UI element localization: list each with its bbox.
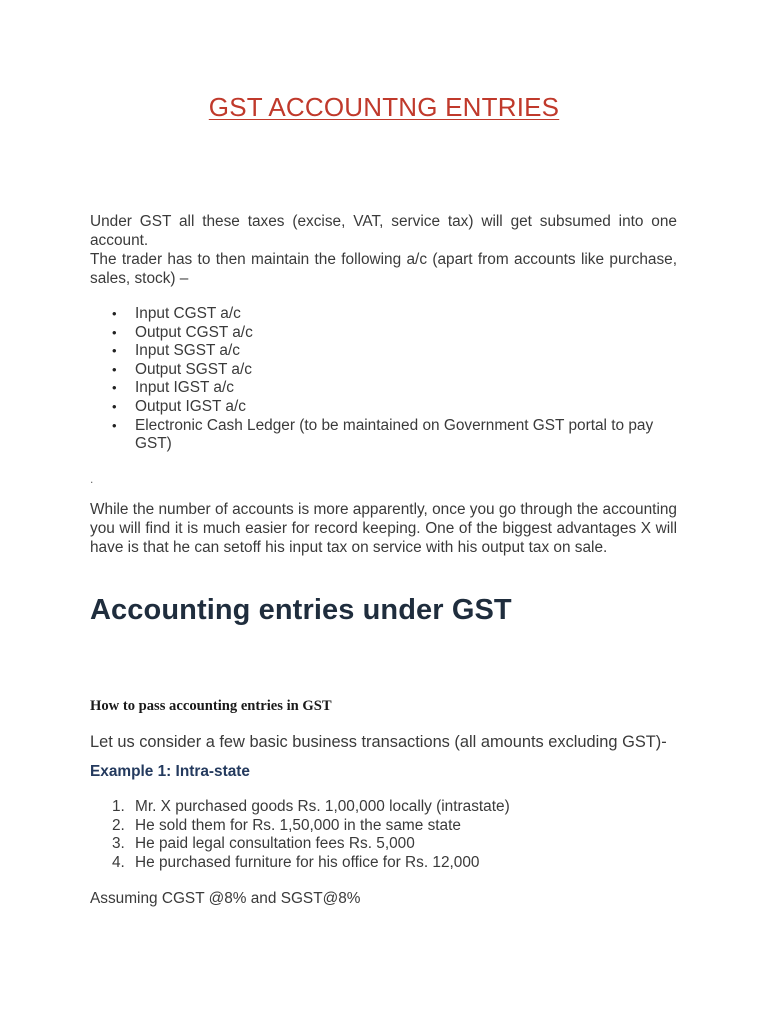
separator-dot: .: [90, 472, 94, 486]
intro-paragraph: Under GST all these taxes (excise, VAT, service tax) will get subsumed into one account.: [90, 213, 677, 249]
list-item: • Input IGST a/c: [90, 379, 677, 398]
list-item: [90, 854, 510, 873]
list-item: • Output CGST a/c: [90, 324, 677, 343]
list-item: • Input SGST a/c: [90, 342, 677, 361]
list-item: • Input CGST a/c: [90, 305, 677, 324]
lead-paragraph: Let us consider a few basic business transactions (all amounts excluding GST)-: [90, 733, 667, 751]
example-heading: Example 1: Intra-state: [90, 763, 250, 780]
list-item: • Output SGST a/c: [90, 361, 677, 380]
list-item: [90, 817, 510, 836]
list-item: [90, 835, 510, 854]
list-number: 4.: [112, 853, 125, 871]
list-item: [90, 798, 510, 817]
document-title: GST ACCOUNTNG ENTRIES: [208, 92, 560, 122]
transactions-list: [90, 798, 510, 872]
list-number: 1.: [112, 798, 125, 815]
subsection-heading: How to pass accounting entries in GST: [90, 698, 332, 714]
section-heading: Accounting entries under GST: [90, 594, 512, 626]
accounts-intro-paragraph: The trader has to then maintain the following a/c (apart from accounts like purchase, sales, stock) –: [90, 251, 677, 287]
accounts-list: [90, 305, 677, 454]
list-item-text: He sold them for Rs. 1,50,000 in the same state: [135, 816, 461, 834]
advantages-paragraph: While the number of accounts is more apparently, once you go through the accounting you will find it is much easier for record keeping. One of the biggest advantages X will have is that he can setoff his input tax on service with his output tax on sale.: [90, 501, 677, 556]
tax-assumption: Assuming CGST @8% and SGST@8%: [90, 890, 361, 907]
list-number: 3.: [112, 835, 125, 853]
list-item: • Electronic Cash Ledger (to be maintained on Government GST portal to pay GST): [90, 417, 677, 454]
list-item: • Output IGST a/c: [90, 398, 677, 417]
list-number: 2.: [112, 816, 125, 834]
list-item-text: Mr. X purchased goods Rs. 1,00,000 locally (intrastate): [135, 798, 510, 815]
list-item-text: He paid legal consultation fees Rs. 5,000: [135, 835, 415, 853]
list-item-text: He purchased furniture for his office for Rs. 12,000: [135, 853, 480, 871]
